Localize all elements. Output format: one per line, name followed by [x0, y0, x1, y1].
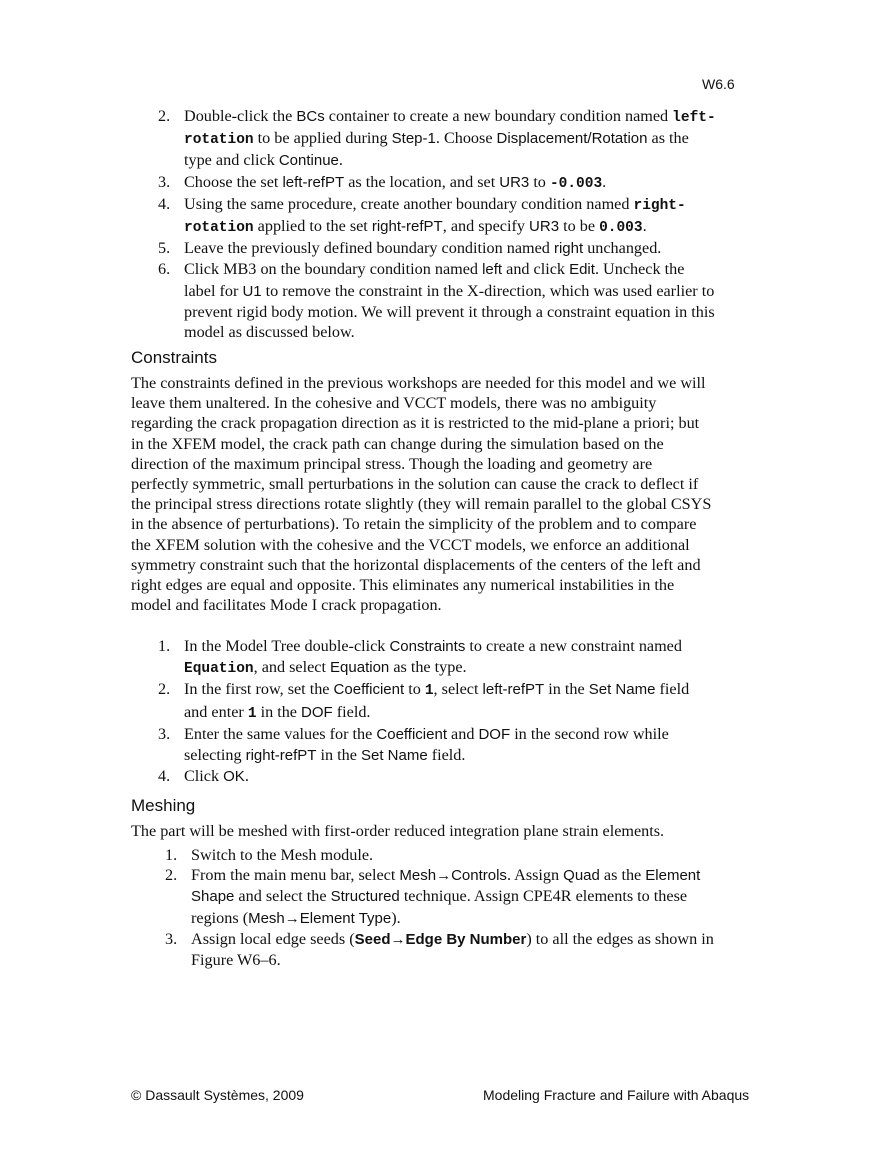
paragraph-line: direction of the maximum principal stress. Though the loading and geometry are — [131, 454, 653, 473]
step-text: ). — [391, 908, 401, 927]
footer-book-title: Modeling Fracture and Failure with Abaqus — [483, 1087, 750, 1103]
step-number: 1. — [158, 637, 171, 655]
step-text: as the location, and set — [344, 172, 500, 191]
step-text: , and select — [253, 658, 331, 677]
ui-term: right-refPT — [371, 218, 443, 236]
step-number: 3. — [158, 172, 171, 191]
ui-term: 1 — [424, 683, 434, 700]
mesh-step — [131, 845, 781, 865]
step-number: 2. — [165, 866, 178, 885]
step-text: to — [404, 680, 425, 699]
constraint-step — [131, 766, 781, 787]
step-text: In the first row, set the — [184, 680, 334, 699]
step-number: 3. — [165, 929, 178, 948]
step-text: field. — [332, 702, 371, 721]
constraint-step — [131, 724, 781, 766]
paragraph-line: The constraints defined in the previous workshops are needed for this model and we will — [131, 374, 706, 392]
step-text: field — [655, 680, 690, 699]
ui-term: Step-1 — [391, 130, 436, 148]
ui-term: right- — [633, 197, 686, 214]
step-number: 1. — [165, 846, 178, 864]
step-text: in the second row while — [510, 724, 669, 743]
boundary-condition-steps — [131, 106, 781, 342]
step-text: regions ( — [191, 908, 249, 927]
ui-term: Seed→Edge By Number — [354, 930, 527, 948]
paragraph-line: the principal stress directions rotate slightly (they will remain parallel to the global CSYS — [131, 495, 712, 514]
ui-term: Structured — [330, 888, 400, 906]
step-number: 4. — [158, 767, 171, 786]
ui-term: rotation — [184, 132, 254, 149]
meshing-steps — [131, 845, 781, 970]
step-text: . — [602, 172, 607, 191]
step-number: 2. — [158, 680, 171, 699]
ui-term: left-refPT — [482, 681, 545, 699]
ui-term: U1 — [242, 282, 262, 300]
step-text: and enter — [184, 702, 248, 721]
ui-term: Mesh→Element Type — [248, 909, 392, 927]
bc-step — [131, 194, 781, 238]
ui-term: rotation — [184, 220, 254, 237]
ui-term: 0.003 — [599, 220, 643, 237]
ui-term: Mesh→Controls — [399, 867, 507, 885]
step-text: to — [529, 172, 550, 191]
step-text: Assign local edge seeds ( — [191, 929, 355, 948]
mesh-step — [131, 929, 781, 970]
step-text: to create a new constraint named — [465, 637, 682, 655]
constraint-step — [131, 679, 781, 723]
step-text: Click MB3 on the boundary condition named — [184, 260, 483, 279]
ui-term: right — [553, 240, 584, 258]
step-text: type and click — [184, 151, 279, 170]
step-text: technique. Assign CPE4R elements to these — [399, 887, 688, 906]
paragraph-line: regarding the crack propagation direction as it is restricted to the mid-plane a priori; but — [131, 414, 700, 433]
step-text: to be applied during — [253, 129, 392, 148]
step-number: 5. — [158, 239, 171, 258]
step-text: ) to all the edges as shown in — [526, 929, 714, 948]
step-text: . — [642, 217, 647, 236]
bc-step — [131, 172, 781, 194]
step-text: in the — [316, 746, 361, 765]
ui-term: 1 — [247, 705, 257, 722]
step-text: and — [447, 724, 479, 743]
ui-term: -0.003 — [549, 175, 603, 192]
section-heading-meshing: Meshing — [131, 796, 196, 815]
step-text: . Choose — [435, 129, 497, 148]
step-text: as the — [647, 129, 689, 148]
step-text: Using the same procedure, create another boundary condition named — [184, 194, 634, 213]
ui-term: Equation — [330, 659, 390, 677]
step-text: Click — [184, 767, 224, 786]
ui-term: Edit — [569, 261, 595, 279]
step-text: prevent rigid body motion. We will prevent it through a constraint equation in this — [184, 302, 715, 321]
ui-term: left-refPT — [282, 173, 345, 191]
step-text: and click — [502, 260, 570, 279]
step-number: 2. — [158, 107, 171, 125]
step-text: selecting — [184, 746, 246, 765]
step-text: and select the — [234, 887, 331, 906]
page-number: W6.6 — [702, 76, 735, 92]
step-text: . — [338, 151, 343, 170]
step-text: unchanged. — [583, 239, 662, 258]
ui-term: Element — [645, 867, 701, 885]
step-text: . Assign — [506, 866, 564, 885]
step-text: , select — [433, 680, 483, 699]
step-text: field. — [427, 746, 466, 765]
paragraph-line: right edges are equal and opposite. This eliminates any numerical instabilities in the — [131, 576, 675, 595]
ui-term: UR3 — [499, 173, 530, 191]
step-text: Double-click the — [184, 107, 297, 125]
step-text: as the — [599, 866, 646, 885]
ui-term: UR3 — [529, 218, 560, 236]
paragraph-line: in the absence of perturbations). To retain the simplicity of the problem and to compare — [131, 515, 697, 534]
footer-copyright: © Dassault Systèmes, 2009 — [131, 1087, 304, 1103]
ui-term: Shape — [191, 888, 235, 906]
ui-term: Displacement/Rotation — [496, 130, 648, 148]
step-text: to be — [559, 217, 600, 236]
step-text: Choose the set — [184, 172, 283, 191]
step-text: In the Model Tree double-click — [184, 637, 390, 655]
ui-term: left — [482, 261, 503, 279]
ui-term: left- — [672, 110, 716, 126]
step-text: Figure W6–6. — [191, 951, 281, 970]
ui-term: DOF — [478, 725, 511, 743]
paragraph-line: model and facilitates Mode I crack propagation. — [131, 596, 442, 615]
step-text: , and specify — [442, 217, 530, 236]
step-text: label for — [184, 281, 243, 300]
bc-step — [131, 106, 781, 172]
step-number: 6. — [158, 260, 171, 279]
ui-term: Set Name — [588, 681, 656, 699]
ui-term: Constraints — [389, 638, 466, 655]
paragraph-line: the XFEM solution with the cohesive and the VCCT models, we enforce an additional — [131, 535, 690, 554]
section-heading-constraints: Constraints — [131, 348, 217, 367]
mesh-step — [131, 865, 781, 929]
ui-term: Coefficient — [376, 725, 447, 743]
constraint-steps — [131, 636, 781, 787]
paragraph-line: in the XFEM model, the crack path can change during the simulation based on the — [131, 434, 664, 453]
step-text: . — [244, 767, 249, 786]
ui-term: Coefficient — [333, 681, 405, 699]
step-text: applied to the set — [253, 217, 372, 236]
ui-term: Equation — [184, 661, 254, 678]
ui-term: DOF — [301, 703, 333, 721]
bc-step — [131, 259, 781, 342]
ui-term: Continue — [278, 152, 339, 170]
step-text: container to create a new boundary condition named — [324, 107, 673, 125]
paragraph-line: perfectly symmetric, small perturbations in the solution can cause the crack to deflect if — [131, 475, 699, 494]
step-text: model as discussed below. — [184, 323, 355, 342]
paragraph-line: symmetry constraint such that the horizontal displacements of the centers of the left and — [131, 555, 701, 574]
bc-step — [131, 238, 781, 259]
step-number: 4. — [158, 194, 171, 213]
ui-term: BCs — [296, 108, 325, 125]
step-text: From the main menu bar, select — [191, 866, 400, 885]
step-text: . Uncheck the — [594, 260, 685, 279]
constraint-step — [131, 636, 781, 679]
step-number: 3. — [158, 724, 171, 743]
meshing-intro: The part will be meshed with first-order reduced integration plane strain elements. — [131, 822, 665, 840]
step-text: Enter the same values for the — [184, 724, 377, 743]
ui-term: Set Name — [360, 747, 428, 765]
step-text: to remove the constraint in the X-direction, which was used earlier to — [261, 281, 715, 300]
step-text: Leave the previously defined boundary condition named — [184, 239, 554, 258]
ui-term: Quad — [563, 867, 600, 885]
constraints-paragraph — [131, 373, 771, 615]
step-text: in the — [544, 680, 589, 699]
step-text: in the — [256, 702, 302, 721]
ui-term: right-refPT — [245, 747, 317, 765]
step-text: as the type. — [389, 658, 467, 677]
ui-term: OK — [223, 768, 245, 786]
paragraph-line: leave them unaltered. In the cohesive and VCCT models, there was no ambiguity — [131, 394, 657, 413]
step-text: Switch to the Mesh module. — [191, 846, 374, 864]
